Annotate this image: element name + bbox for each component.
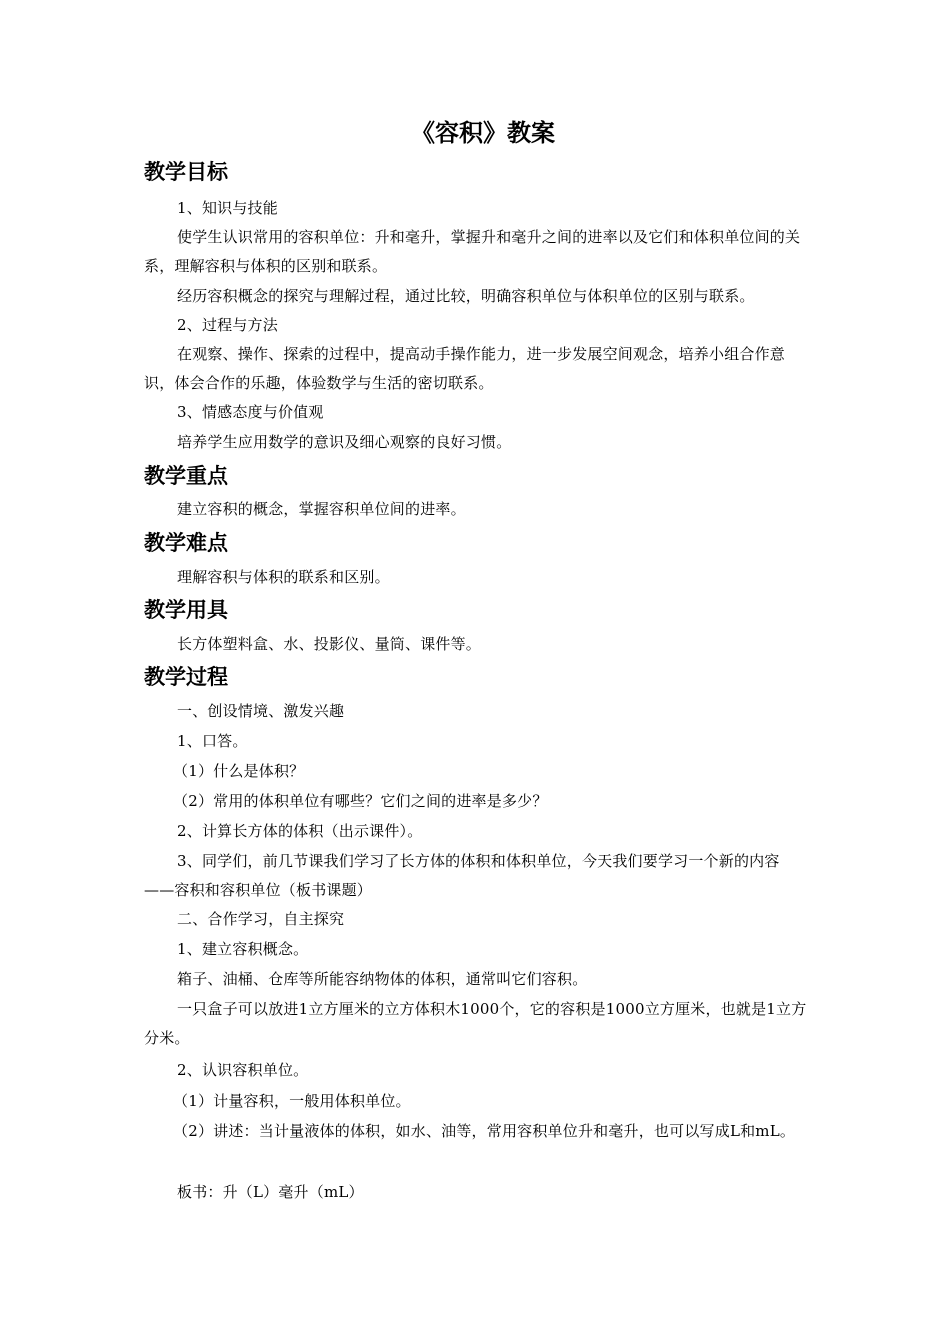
paragraph: 2、过程与方法 [177, 316, 278, 334]
paragraph: （1）什么是体积？ [173, 762, 305, 780]
paragraph: 建立容积的概念，掌握容积单位间的进率。 [177, 500, 466, 518]
section-heading-tools: 教学用具 [144, 598, 228, 622]
paragraph: （2）常用的体积单位有哪些？它们之间的进率是多少？ [173, 792, 548, 810]
paragraph: 长方体塑料盒、水、投影仪、量筒、课件等。 [177, 635, 482, 653]
paragraph: 2、认识容积单位。 [177, 1061, 309, 1079]
paragraph: （1）计量容积，一般用体积单位。 [173, 1092, 411, 1110]
section-heading-process: 教学过程 [144, 665, 228, 689]
paragraph: 3、情感态度与价值观 [177, 403, 324, 421]
paragraph: 1、知识与技能 [177, 199, 278, 217]
paragraph: （2）讲述：当计量液体的体积，如水、油等，常用容积单位升和毫升，也可以写成L和mL。 [173, 1122, 796, 1140]
paragraph: 经历容积概念的探究与理解过程，通过比较，明确容积单位与体积单位的区别与联系。 [177, 287, 755, 305]
paragraph: 一、创设情境、激发兴趣 [177, 702, 345, 720]
section-heading-goals: 教学目标 [144, 160, 228, 184]
paragraph: 2、计算长方体的体积（出示课件）。 [177, 822, 423, 840]
section-heading-difficulties: 教学难点 [144, 531, 228, 555]
paragraph: 在观察、操作、探索的过程中，提高动手操作能力，进一步发展空间观念，培养小组合作意识，体会合作的乐趣，体验数学与生活的密切联系。 [144, 345, 786, 392]
paragraph: 二、合作学习，自主探究 [177, 910, 345, 928]
paragraph: 1、口答。 [177, 732, 248, 750]
section-heading-key-points: 教学重点 [144, 464, 228, 488]
paragraph: 理解容积与体积的联系和区别。 [177, 568, 390, 586]
paragraph: 一只盒子可以放进1立方厘米的立方体积木1000个，它的容积是1000立方厘米，也就是1立方分米。 [144, 1000, 807, 1047]
paragraph: 3、同学们，前几节课我们学习了长方体的体积和体积单位，今天我们要学习一个新的内容——容积和容积单位（板书课题） [144, 852, 780, 899]
paragraph: 板书：升（L）毫升（mL） [177, 1183, 364, 1201]
document-title: 《容积》教案 [411, 119, 555, 147]
paragraph: 1、建立容积概念。 [177, 940, 309, 958]
paragraph: 使学生认识常用的容积单位：升和毫升，掌握升和毫升之间的进率以及它们和体积单位间的关系，理解容积与体积的区别和联系。 [144, 228, 801, 275]
paragraph: 培养学生应用数学的意识及细心观察的良好习惯。 [177, 433, 512, 451]
paragraph: 箱子、油桶、仓库等所能容纳物体的体积，通常叫它们容积。 [177, 970, 588, 988]
